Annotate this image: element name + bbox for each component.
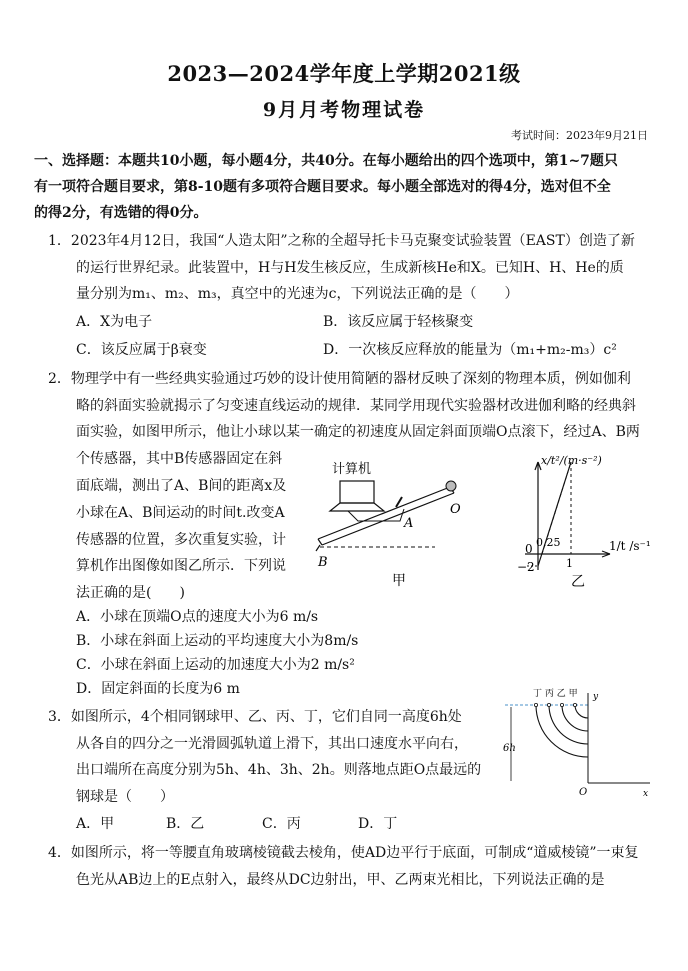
computer-label: 计算机 bbox=[332, 462, 372, 477]
q1-option-d: D．一次核反应释放的能量为（m₁+m₂-m₃）c² bbox=[323, 342, 617, 358]
sensor-b bbox=[316, 545, 320, 551]
origin-label: O bbox=[579, 787, 588, 798]
q3-option-c: C．丙 bbox=[262, 816, 301, 832]
q2-stem-line-7: 传感器的位置，多次重复实验，计 bbox=[76, 532, 286, 548]
origin-label: 0 bbox=[525, 542, 533, 556]
q2-stem-line-8: 算机作出图像如图乙所示．下列说 bbox=[76, 558, 286, 574]
q2-option-d: D．固定斜面的长度为6 m bbox=[76, 681, 240, 697]
figure-yi-caption: 乙 bbox=[571, 574, 585, 590]
q3-stem-line-4: 钢球是（ ） bbox=[76, 789, 174, 805]
q1-option-c: C．该反应属于β衰变 bbox=[76, 342, 207, 358]
q3-option-b: B．乙 bbox=[166, 816, 205, 832]
q4-stem-line-1: 4．如图所示，将一等腰直角玻璃棱镜截去棱角，使AD边平行于底面，可制成“道威棱镜”一束复 bbox=[48, 845, 639, 861]
exam-subtitle: 9月月考物理试卷 bbox=[262, 99, 426, 121]
exam-title: 2023—2024学年度上学期2021级 bbox=[167, 61, 521, 86]
q2-option-c: C．小球在斜面上运动的加速度大小为2 m/s² bbox=[76, 657, 355, 673]
q2-stem-line-4: 个传感器，其中B传感器固定在斜 bbox=[76, 451, 283, 467]
ball bbox=[446, 481, 456, 491]
q3-stem-line-2: 从各自的四分之一光滑圆弧轨道上滑下，其出口速度水平向右， bbox=[76, 736, 468, 752]
q2-stem-line-1: 2．物理学中有一些经典实验通过巧妙的设计使用简陋的器材反映了深刻的物理本质，例如伽利 bbox=[48, 371, 631, 387]
q1-option-b: B．该反应属于轻核聚变 bbox=[323, 314, 474, 330]
q2-stem-line-2: 略的斜面实验就揭示了匀变速直线运动的规律．某同学用现代实验器材改进伽利略的经典斜 bbox=[76, 398, 636, 414]
q2-stem-line-6: 小球在A、B间运动的时间t.改变A bbox=[76, 505, 285, 521]
q2-option-a: A．小球在顶端O点的速度大小为6 m/s bbox=[76, 609, 319, 625]
figure-yi-graph bbox=[505, 450, 665, 590]
section-heading-line-3: 的得2分，有选错的得0分。 bbox=[34, 205, 208, 221]
tick-neg-2: −2 bbox=[517, 560, 535, 574]
ball-labels: 丁 丙 乙 甲 bbox=[533, 689, 578, 699]
q3-option-d: D．丁 bbox=[358, 816, 398, 832]
x-axis-label: 1/t /s⁻¹ bbox=[609, 539, 651, 553]
q2-option-b: B．小球在斜面上运动的平均速度大小为8m/s bbox=[76, 633, 359, 649]
q2-stem-line-5: 面底端，测出了A、B间的距离x及 bbox=[76, 478, 287, 494]
figure-q3-arcs bbox=[495, 685, 660, 800]
q3-option-a: A．甲 bbox=[76, 816, 115, 832]
q1-option-a: A．X为电子 bbox=[76, 314, 153, 330]
figure-jia-caption: 甲 bbox=[392, 573, 406, 589]
incline bbox=[318, 487, 454, 545]
arc-tracks bbox=[536, 705, 588, 757]
x-axis-label: x bbox=[643, 789, 649, 799]
exam-time: 考试时间：2023年9月21日 bbox=[511, 129, 648, 142]
q4-stem-line-2: 色光从AB边上的E点射入，最终从DC边射出，甲、乙两束光相比，下列说法正确的是 bbox=[76, 872, 605, 888]
point-o-label: O bbox=[450, 502, 461, 517]
sensor-a bbox=[396, 497, 402, 507]
point-a-label: A bbox=[404, 516, 414, 531]
tick-1: 1 bbox=[566, 557, 573, 570]
y-axis-label: y bbox=[593, 692, 599, 702]
section-heading-line-1: 一、选择题：本题共10小题，每小题4分，共40分。在每小题给出的四个选项中，第1~7题只 bbox=[34, 153, 618, 169]
q1-stem-line-3: 量分别为m₁、m₂、m₃，真空中的光速为c，下列说法正确的是（ ） bbox=[76, 286, 519, 302]
figure-jia bbox=[300, 455, 475, 590]
q1-stem-line-2: 的运行世界纪录。此装置中，H与H发生核反应，生成新核He和X。已知H、H、He的质 bbox=[76, 260, 624, 276]
q3-stem-line-1: 3．如图所示，4个相同钢球甲、乙、丙、丁，它们自同一高度6h处 bbox=[48, 709, 462, 725]
q2-stem-line-9: 法正确的是( ) bbox=[76, 585, 185, 601]
q2-stem-line-3: 面实验，如图甲所示，他让小球以某一确定的初速度从固定斜面顶端O点滚下，经过A、B两 bbox=[76, 424, 640, 440]
computer-icon bbox=[330, 481, 384, 511]
section-heading-line-2: 有一项符合题目要求，第8-10题有多项符合题目要求。每小题全部选对的得4分，选对但不全 bbox=[34, 179, 611, 195]
q1-stem-line-1: 1．2023年4月12日，我国“人造太阳”之称的全超导托卡马克聚变试验装置（EAST）创造了新 bbox=[48, 233, 635, 249]
tick-0-25: 0.25 bbox=[536, 536, 561, 549]
q3-stem-line-3: 出口端所在高度分别为5h、4h、3h、2h。则落地点距O点最远的 bbox=[76, 762, 482, 778]
point-b-label: B bbox=[318, 555, 328, 570]
height-label: 6h bbox=[503, 743, 516, 754]
y-axis-label: x/t²/(m·s⁻²) bbox=[541, 454, 602, 467]
